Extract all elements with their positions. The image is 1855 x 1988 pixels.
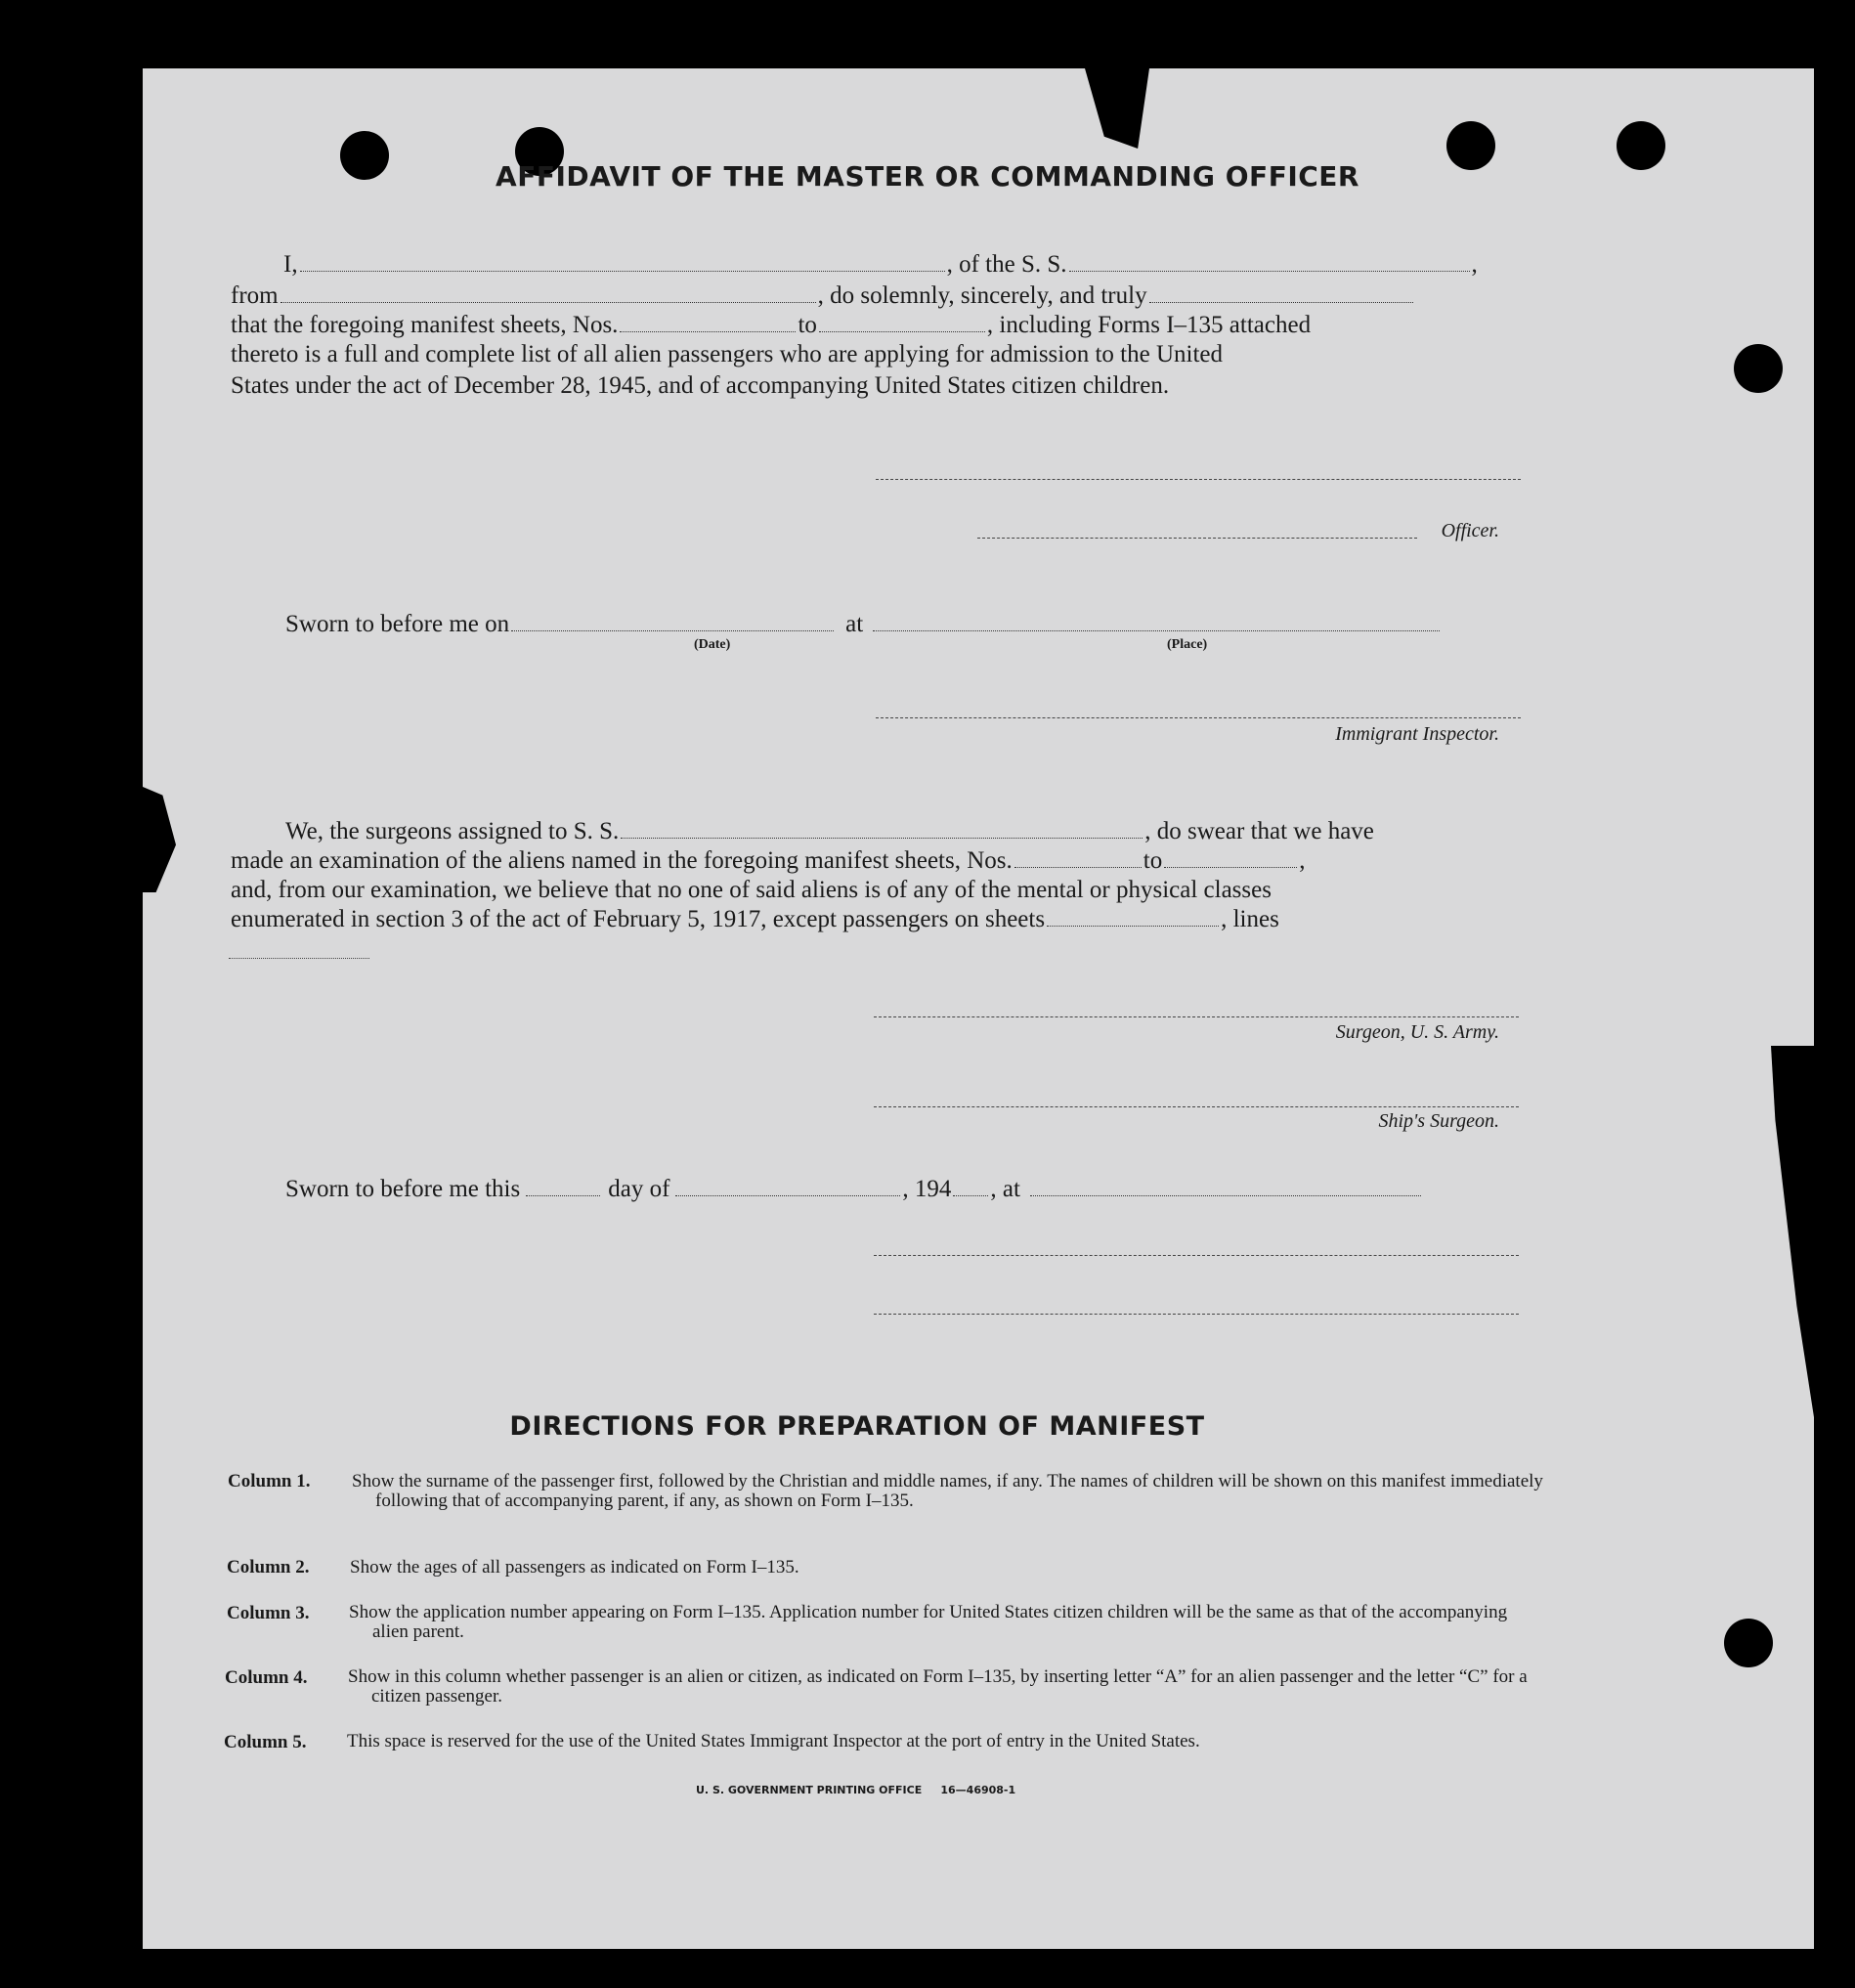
affidavit-text: to [1143, 847, 1163, 874]
punch-hole [1724, 1619, 1773, 1667]
inspector-signature-line[interactable] [876, 717, 1521, 718]
direction-label: Column 5. [224, 1732, 307, 1752]
direction-text: Show the application number appearing on Form I–135. Application number for United States citizen children will be the same as that of the accompanying alien parent. [349, 1602, 1508, 1642]
affidavit-text: , do solemnly, sincerely, and truly [817, 282, 1147, 309]
sworn-date-blank[interactable] [511, 629, 834, 631]
sworn-line-1 [285, 610, 1442, 639]
affidavit-text: , including Forms I–135 attached [986, 312, 1312, 338]
officer-signature-line[interactable] [876, 479, 1521, 480]
affidavit-text: made an examination of the aliens named in the foregoing manifest sheets, Nos. [231, 847, 1013, 874]
affidavit-text: Sworn to before me on [285, 611, 510, 637]
direction-label: Column 1. [228, 1471, 311, 1491]
affidavit-title: AFFIDAVIT OF THE MASTER OR COMMANDING OFFICER [496, 160, 1359, 193]
affidavit-line-1 [283, 250, 1478, 280]
sworn-at-blank[interactable] [1030, 1194, 1421, 1196]
sworn-signature-line-1[interactable] [874, 1255, 1519, 1256]
affidavit-text: , [1471, 251, 1478, 278]
swear-blank[interactable] [1149, 301, 1413, 303]
affidavit-text: enumerated in section 3 of the act of February 5, 1917, except passengers on sheets [231, 906, 1046, 932]
direction-text: This space is reserved for the use of the United States Immigrant Inspector at the port of entry in the United States. [347, 1731, 1200, 1751]
direction-text: Show the surname of the passenger first, followed by the Christian and middle names, if any. The names of children will be shown on this manifest immediately following that of accompanying parent, if any, as shown on Form I–135. [352, 1471, 1543, 1511]
sworn-line-2 [285, 1175, 1423, 1204]
army-surgeon-signature-line[interactable] [874, 1016, 1519, 1017]
affidavit-text: that the foregoing manifest sheets, Nos. [231, 312, 619, 338]
sheets-from-blank[interactable] [620, 330, 796, 332]
directions-title: DIRECTIONS FOR PREPARATION OF MANIFEST [509, 1411, 1205, 1442]
affidavit-text: at [845, 611, 864, 637]
affidavit-text: , lines [1221, 906, 1279, 932]
surgeon-line-3: and, from our examination, we believe that no one of said aliens is of any of the mental or physical classes [231, 877, 1272, 903]
inspector-caption: Immigrant Inspector. [1335, 723, 1499, 745]
sworn-year-blank[interactable] [953, 1194, 988, 1196]
affidavit-text: , do swear that we have [1144, 818, 1374, 844]
affidavit-text: , of the S. S. [946, 251, 1067, 278]
officer-name-line[interactable] [977, 538, 1417, 539]
sworn-day-blank[interactable] [526, 1194, 600, 1196]
ship-surgeon-caption: Ship's Surgeon. [1378, 1110, 1499, 1132]
surgeon-sheets-to-blank[interactable] [1164, 866, 1297, 868]
surgeon-line-4 [231, 905, 1279, 934]
direction-label: Column 2. [227, 1557, 310, 1577]
place-caption: (Place) [1167, 637, 1208, 652]
affidavit-text: , at [990, 1176, 1020, 1202]
sworn-signature-line-2[interactable] [874, 1314, 1519, 1315]
affidavit-line-2 [231, 281, 1415, 311]
surgeon-line-2 [231, 846, 1305, 876]
affidavit-text: We, the surgeons assigned to S. S. [285, 818, 620, 844]
affidavit-text: , [1299, 847, 1306, 874]
surgeon-sheets-from-blank[interactable] [1014, 866, 1142, 868]
direction-label: Column 4. [225, 1667, 308, 1688]
affidavit-line-4: thereto is a full and complete list of all alien passengers who are applying for admission to the United [231, 341, 1224, 367]
direction-label: Column 3. [227, 1603, 310, 1623]
punch-hole [1734, 344, 1783, 393]
sheets-to-blank[interactable] [819, 330, 985, 332]
printing-office-footer: U. S. GOVERNMENT PRINTING OFFICE 16—46908-1 [696, 1784, 1016, 1796]
except-sheets-blank[interactable] [1047, 925, 1219, 927]
direction-text: Show the ages of all passengers as indicated on Form I–135. [350, 1557, 799, 1577]
ship-name-blank[interactable] [1069, 270, 1470, 272]
affidavit-text: Sworn to before me this [285, 1176, 521, 1202]
army-surgeon-caption: Surgeon, U. S. Army. [1335, 1021, 1499, 1043]
affidavit-text: day of [608, 1176, 670, 1202]
surgeon-line-1 [285, 817, 1374, 846]
lines-blank[interactable] [229, 958, 369, 959]
affidavit-text: I, [283, 251, 298, 278]
sworn-month-blank[interactable] [675, 1194, 900, 1196]
direction-text: Show in this column whether passenger is an alien or citizen, as indicated on Form I–135, by inserting letter “A” for an alien passenger and the letter “C” for a citizen passenger. [348, 1666, 1528, 1707]
affidavit-text: from [231, 282, 279, 309]
ship-surgeon-signature-line[interactable] [874, 1106, 1519, 1107]
date-caption: (Date) [694, 637, 731, 652]
from-blank[interactable] [280, 301, 816, 303]
affidavit-text: , 194 [902, 1176, 952, 1202]
affidavit-text: to [798, 312, 817, 338]
sworn-place-blank[interactable] [873, 629, 1440, 631]
officer-caption: Officer. [1441, 520, 1499, 541]
surgeon-ship-blank[interactable] [621, 837, 1143, 839]
name-blank[interactable] [300, 270, 945, 272]
affidavit-line-3 [231, 311, 1311, 340]
affidavit-line-5: States under the act of December 28, 1945, and of accompanying United States citizen children. [231, 372, 1170, 399]
